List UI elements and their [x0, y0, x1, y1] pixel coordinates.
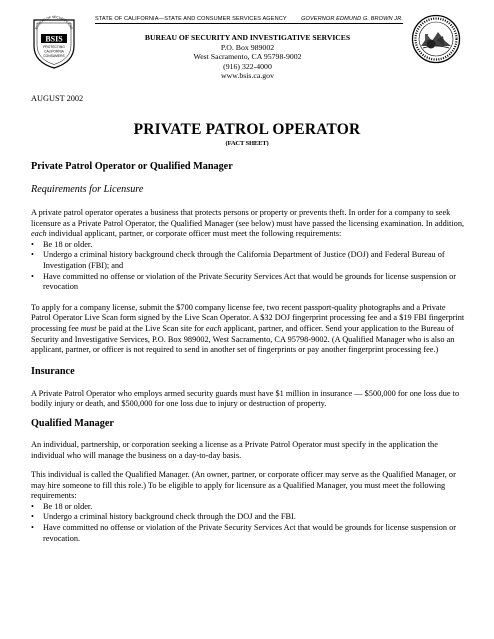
- document-subtitle: (FACT SHEET): [225, 140, 269, 147]
- agency-city: West Sacramento, CA 95798-9002: [193, 52, 302, 62]
- application-instructions-paragraph: To apply for a company license, submit the $700 company license fee, two recent passport-quality photographs and a Private Patrol Operator Live Scan form signed by the Live Scan Operator. A $32 DOJ fingerprint processing fee and a $19 FBI fingerprint processing fee must be paid at the Live Scan site for each applicant, partner, and officer. Send your application to the Bureau of Security and Investigative Services, P.O. Box 989002, West Sacramento, CA 95798-9002. (A Qualified Manager who is also an applicant, partner, or officer is not required to send in another set of fingerprints or pay another fingerprint processing fee.): [31, 302, 465, 355]
- agency-address-block: [130, 33, 365, 81]
- document-body: [31, 160, 467, 544]
- logo-abbr: BSIS: [45, 34, 63, 44]
- agency-website: www.bsis.ca.gov: [221, 71, 274, 81]
- logo-line-1: PROTECTING: [43, 45, 65, 49]
- list-item: • Have committed no offense or violation of the Private Security Services Act that would be grounds for license suspension or revocation.: [31, 523, 467, 544]
- licensure-requirements-list: [31, 240, 467, 293]
- section-heading-ppo: Private Patrol Operator or Qualified Manager: [31, 161, 233, 172]
- list-item: • Undergo a criminal history background check through the DOJ and the FBI.: [31, 512, 467, 523]
- logo-arc-text: BUREAU OF SECURITY AND: [34, 14, 74, 31]
- agency-phone: (916) 322-4000: [223, 61, 272, 71]
- qualified-manager-paragraph-1: An individual, partnership, or corporation seeking a license as a Private Patrol Operator must specify in the application the individual who will manage the business on a day-to-day basis.: [31, 439, 438, 460]
- list-item: • Have committed no offense or violation of the Private Security Services Act that would be grounds for license suspension or revocation: [31, 272, 467, 293]
- logo-line-2: CALIFORNIA: [44, 49, 64, 54]
- qualified-manager-paragraph-2: This individual is called the Qualified Manager. (An owner, partner, or corporate officer may serve as the Qualified Manager, or may hire someone to fill this role.) To be eligible to apply for licensure as a Qualified Manager, you must meet the following requirements:: [31, 470, 456, 501]
- emphasis-each: each: [205, 323, 222, 333]
- emphasis-must: must: [80, 323, 97, 333]
- bsis-logo: [30, 14, 78, 70]
- subheading-requirements: Requirements for Licensure: [31, 184, 144, 195]
- section-heading-insurance: Insurance: [31, 365, 75, 377]
- document-title: PRIVATE PATROL OPERATOR: [133, 121, 361, 138]
- qualified-manager-requirements-list: [31, 502, 467, 544]
- section-heading-qualified-manager: Qualified Manager: [31, 417, 114, 429]
- list-item: • Be 18 or older.: [31, 502, 467, 513]
- state-agency-line: STATE OF CALIFORNIA—STATE AND CONSUMER SERVICES AGENCY: [95, 16, 287, 22]
- governor-line: GOVERNOR EDMUND G. BROWN JR.: [301, 16, 403, 22]
- state-header-bar: [95, 16, 403, 24]
- list-item: • Undergo a criminal history background check through the California Department of Justice (DOJ) and Federal Bureau of Investigation (FBI); and: [31, 250, 467, 271]
- issue-date: AUGUST 2002: [31, 94, 84, 103]
- logo-line-3: CONSUMERS: [43, 54, 65, 58]
- emphasis-each: each: [31, 229, 47, 239]
- agency-po-box: P.O. Box 989002: [220, 42, 275, 52]
- licensure-intro-paragraph: A private patrol operator operates a business that protects persons or property or prevents theft. In order for a company to seek licensure as a Private Patrol Operator, the Qualified Manager (see below) must have passed the licensing examination. In addition, each individual applicant, partner, or corporate officer must meet the following requirements:: [31, 208, 465, 239]
- insurance-paragraph: A Private Patrol Operator who employs armed security guards must have $1 million in insurance — $500,000 for one loss due to bodily injury or death, and $500,000 for one loss due to injury or destruction of property.: [31, 388, 460, 409]
- california-seal-icon: [411, 14, 461, 64]
- list-item: • Be 18 or older.: [31, 240, 467, 251]
- agency-name: BUREAU OF SECURITY AND INVESTIGATIVE SERVICES: [144, 33, 351, 42]
